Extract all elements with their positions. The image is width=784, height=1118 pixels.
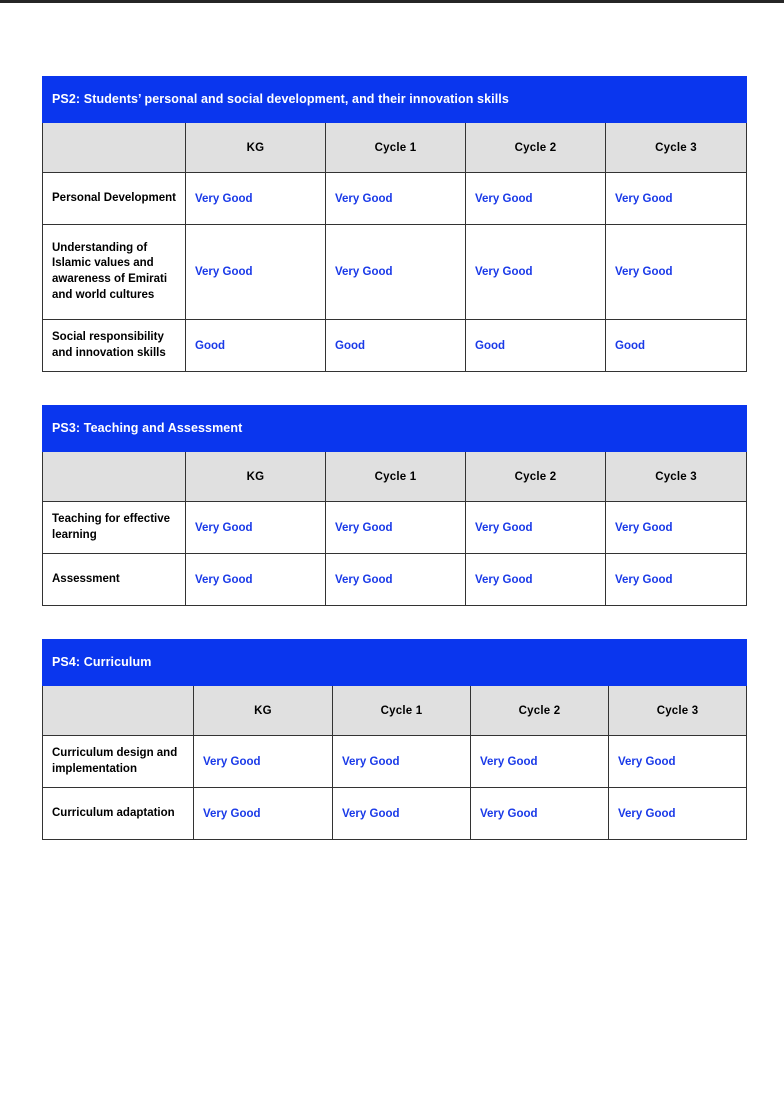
table-title-ps2: PS2: Students’ personal and social development, and their innovation skills bbox=[43, 77, 747, 123]
table-title-ps3: PS3: Teaching and Assessment bbox=[43, 406, 747, 452]
rating-cell-cycle-3: Very Good bbox=[609, 788, 747, 840]
column-header-cycle-3: Cycle 3 bbox=[609, 686, 747, 736]
rating-cell-kg: Very Good bbox=[194, 736, 333, 788]
rating-cell-cycle-1: Very Good bbox=[326, 554, 466, 606]
rating-cell-cycle-3: Very Good bbox=[606, 554, 747, 606]
table-title-row bbox=[43, 406, 747, 452]
rating-cell-cycle-3: Good bbox=[606, 320, 747, 372]
column-header-blank bbox=[43, 452, 186, 502]
column-header-cycle-3: Cycle 3 bbox=[606, 452, 747, 502]
column-header-kg: KG bbox=[186, 452, 326, 502]
row-label-teaching-for-effective-learning: Teaching for effective learning bbox=[43, 502, 186, 554]
row-label-curriculum-adaptation: Curriculum adaptation bbox=[43, 788, 194, 840]
rating-cell-cycle-1: Very Good bbox=[333, 788, 471, 840]
row-label-curriculum-design: Curriculum design and implementation bbox=[43, 736, 194, 788]
rating-cell-cycle-2: Very Good bbox=[466, 173, 606, 225]
row-label-personal-development: Personal Development bbox=[43, 173, 186, 225]
ratings-table-ps2 bbox=[42, 76, 747, 372]
ratings-tables-container bbox=[42, 76, 746, 840]
column-header-cycle-1: Cycle 1 bbox=[333, 686, 471, 736]
rating-cell-kg: Very Good bbox=[194, 788, 333, 840]
column-header-kg: KG bbox=[186, 123, 326, 173]
table-row bbox=[43, 320, 747, 372]
column-header-cycle-3: Cycle 3 bbox=[606, 123, 747, 173]
table-row bbox=[43, 502, 747, 554]
column-header-cycle-1: Cycle 1 bbox=[326, 123, 466, 173]
table-header-row bbox=[43, 452, 747, 502]
ratings-table-ps4 bbox=[42, 639, 747, 840]
column-header-blank bbox=[43, 686, 194, 736]
rating-cell-cycle-1: Very Good bbox=[326, 502, 466, 554]
rating-cell-cycle-2: Good bbox=[466, 320, 606, 372]
row-label-social-responsibility: Social responsibility and innovation skills bbox=[43, 320, 186, 372]
rating-cell-cycle-2: Very Good bbox=[471, 788, 609, 840]
table-row bbox=[43, 554, 747, 606]
rating-cell-cycle-1: Very Good bbox=[326, 225, 466, 320]
rating-cell-cycle-1: Very Good bbox=[333, 736, 471, 788]
column-header-cycle-2: Cycle 2 bbox=[466, 123, 606, 173]
column-header-blank bbox=[43, 123, 186, 173]
rating-cell-cycle-2: Very Good bbox=[466, 554, 606, 606]
rating-cell-kg: Very Good bbox=[186, 225, 326, 320]
ratings-table-ps3 bbox=[42, 405, 747, 606]
rating-cell-cycle-3: Very Good bbox=[606, 173, 747, 225]
table-row bbox=[43, 173, 747, 225]
table-row bbox=[43, 225, 747, 320]
rating-cell-cycle-1: Good bbox=[326, 320, 466, 372]
table-row bbox=[43, 788, 747, 840]
rating-cell-cycle-2: Very Good bbox=[466, 502, 606, 554]
rating-cell-cycle-2: Very Good bbox=[466, 225, 606, 320]
table-row bbox=[43, 736, 747, 788]
column-header-kg: KG bbox=[194, 686, 333, 736]
ratings-table-block-ps4 bbox=[42, 639, 746, 840]
column-header-cycle-2: Cycle 2 bbox=[466, 452, 606, 502]
rating-cell-kg: Very Good bbox=[186, 173, 326, 225]
table-title-row bbox=[43, 77, 747, 123]
table-title-row bbox=[43, 640, 747, 686]
ratings-table-block-ps3 bbox=[42, 405, 746, 606]
rating-cell-cycle-3: Very Good bbox=[606, 225, 747, 320]
rating-cell-kg: Very Good bbox=[186, 554, 326, 606]
rating-cell-cycle-3: Very Good bbox=[606, 502, 747, 554]
page-top-edge-strip bbox=[0, 0, 784, 3]
column-header-cycle-1: Cycle 1 bbox=[326, 452, 466, 502]
rating-cell-kg: Good bbox=[186, 320, 326, 372]
row-label-assessment: Assessment bbox=[43, 554, 186, 606]
rating-cell-cycle-2: Very Good bbox=[471, 736, 609, 788]
ratings-table-block-ps2 bbox=[42, 76, 746, 372]
rating-cell-cycle-3: Very Good bbox=[609, 736, 747, 788]
rating-cell-cycle-1: Very Good bbox=[326, 173, 466, 225]
table-header-row bbox=[43, 123, 747, 173]
table-title-ps4: PS4: Curriculum bbox=[43, 640, 747, 686]
column-header-cycle-2: Cycle 2 bbox=[471, 686, 609, 736]
row-label-islamic-values: Understanding of Islamic values and awareness of Emirati and world cultures bbox=[43, 225, 186, 320]
table-header-row bbox=[43, 686, 747, 736]
rating-cell-kg: Very Good bbox=[186, 502, 326, 554]
